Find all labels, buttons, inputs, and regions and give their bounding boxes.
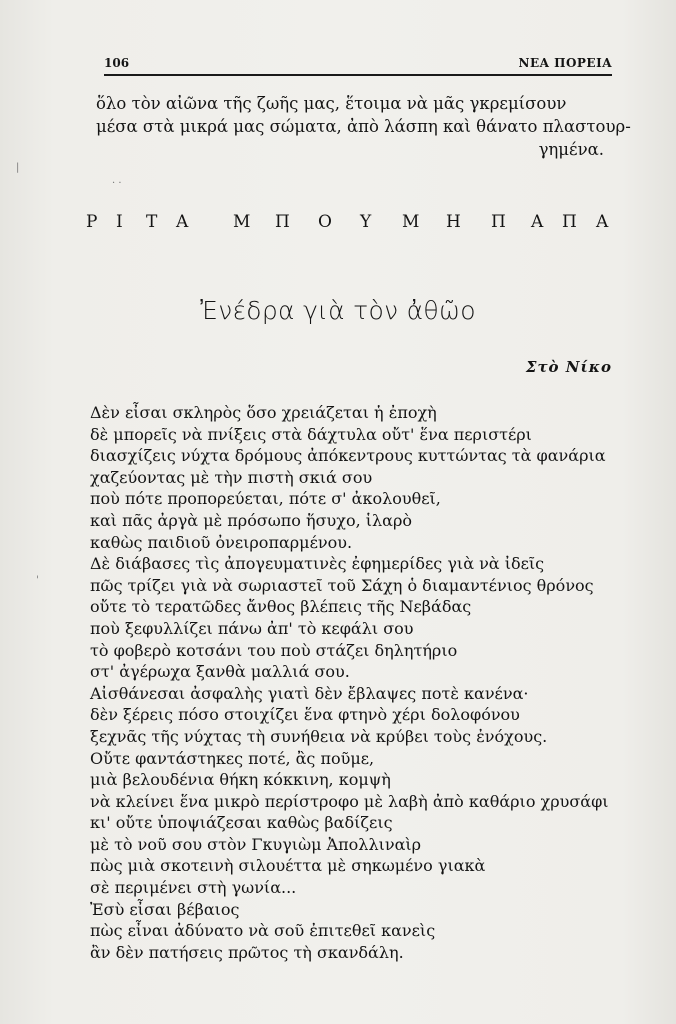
poem-line: στ' ἀγέρωχα ξανθὰ μαλλιά σου. bbox=[90, 662, 350, 682]
poem-title: Ἐνέδρα γιὰ τὸν ἀθῶο bbox=[200, 296, 476, 325]
author-letter: Μ bbox=[233, 212, 251, 232]
running-header bbox=[104, 52, 612, 76]
poem-line: μὲ τὸ νοῦ σου στὸν Γκυγιὼμ Ἀπολλιναὶρ bbox=[90, 834, 422, 854]
poem-line: ποὺ ξεφυλλίζει πάνω ἀπ' τὸ κεφάλι σου bbox=[90, 618, 414, 638]
poem-line: γημένα. bbox=[538, 140, 604, 159]
poem-line: κι' οὔτε ὑποψιάζεσαι καθὼς βαδίζεις bbox=[90, 813, 393, 833]
author-letter: Η bbox=[446, 212, 461, 232]
poem-line: μέσα στὰ μικρά μας σώματα, ἀπὸ λάσπη καὶ θάνατο πλαστουρ- bbox=[96, 117, 631, 136]
poem-line: μιὰ βελουδένια θήκη κόκκινη, κομψὴ bbox=[90, 770, 391, 790]
poem-line: χαζεύοντας μὲ τὴν πιστὴ σκιά σου bbox=[90, 467, 373, 487]
poem-line: διασχίζεις νύχτα δρόμους ἀπόκεντρους κυττώντας τὰ φανάρια bbox=[90, 446, 606, 466]
journal-title: ΝΕΑ ΠΟΡΕΙΑ bbox=[518, 56, 612, 70]
poem-line: Ἐσὺ εἶσαι βέβαιος bbox=[90, 899, 240, 919]
poem-line: νὰ κλείνει ἕνα μικρὸ περίστροφο μὲ λαβὴ ἀπὸ καθάριο χρυσάφι bbox=[90, 791, 609, 811]
author-letter: Μ bbox=[402, 212, 420, 232]
author-letter: Α bbox=[531, 212, 544, 232]
poem-line: Αἰσθάνεσαι ἀσφαλὴς γιατὶ δὲν ἔβλαψες ποτὲ κανένα· bbox=[90, 683, 529, 703]
author-letter: Π bbox=[275, 212, 290, 232]
author-letter: Π bbox=[562, 212, 577, 232]
poem-line: Δὲν εἶσαι σκληρὸς ὅσο χρειάζεται ἡ ἐποχὴ bbox=[90, 403, 437, 422]
poem-line: ὅλο τὸν αἰῶνα τῆς ζωῆς μας, ἕτοιμα νὰ μᾶς γκρεμίσουν bbox=[96, 94, 567, 113]
author-letter: Ι bbox=[116, 212, 123, 232]
poem-line: πὼς μιὰ σκοτεινὴ σιλουέττα μὲ σηκωμένο γιακὰ bbox=[90, 856, 486, 876]
poem-body bbox=[90, 402, 630, 963]
poem-line: δὲν ξέρεις πόσο στοιχίζει ἕνα φτηνὸ χέρι δολοφόνου bbox=[90, 705, 520, 725]
poem-dedication: Στὸ Νίκο bbox=[525, 358, 612, 376]
poem-line: τὸ φοβερὸ κοτσάνι του ποὺ στάζει δηλητήριο bbox=[90, 640, 458, 660]
author-letter: Υ bbox=[360, 212, 372, 232]
print-speck: | bbox=[16, 162, 20, 173]
poem-line: δὲ μπορεῖς νὰ πνίξεις στὰ δάχτυλα οὔτ' ἕνα περιστέρι bbox=[90, 424, 532, 444]
poem-line: ποὺ πότε προπορεύεται, πότε σ' ἀκολουθεῖ, bbox=[90, 489, 441, 509]
author-letter: Π bbox=[491, 212, 506, 232]
author-letter: Α bbox=[176, 212, 189, 232]
print-speck: ' bbox=[36, 575, 39, 586]
poem-line: οὔτε τὸ τερατῶδες ἄνθος βλέπεις τῆς Νεβάδας bbox=[90, 597, 472, 617]
page-number: 106 bbox=[104, 56, 130, 70]
poem-line: ἂν δὲν πατήσεις πρῶτος τὴ σκανδάλη. bbox=[90, 942, 404, 962]
previous-poem-ending bbox=[96, 92, 631, 161]
author-letter: Ο bbox=[318, 212, 332, 232]
poem-line: καθὼς παιδιοῦ ὀνειροπαρμένου. bbox=[90, 532, 353, 552]
author-letter: Τ bbox=[146, 212, 158, 232]
print-speck: · · bbox=[112, 178, 122, 189]
poem-line: Δὲ διάβασες τὶς ἀπογευματινὲς ἐφημερίδες γιὰ νὰ ἰδεῖς bbox=[90, 554, 545, 574]
poem-line: πῶς τρίζει γιὰ νὰ σωριαστεῖ τοῦ Σάχη ὁ διαμαντένιος θρόνος bbox=[90, 575, 594, 595]
author-letter: Α bbox=[596, 212, 609, 232]
poem-line: καὶ πᾶς ἀργὰ μὲ πρόσωπο ἥσυχο, ἱλαρὸ bbox=[90, 510, 413, 530]
poem-line: πὼς εἶναι ἀδύνατο νὰ σοῦ ἐπιτεθεῖ κανεὶς bbox=[90, 921, 436, 941]
author-name bbox=[86, 212, 614, 238]
author-letter: Ρ bbox=[86, 212, 98, 232]
poem-line: ξεχνᾶς τῆς νύχτας τὴ συνήθεια νὰ κρύβει τοὺς ἐνόχους. bbox=[90, 726, 548, 746]
poem-line: Οὔτε φαντάστηκες ποτέ, ἂς ποῦμε, bbox=[90, 748, 375, 768]
poem-line: σὲ περιμένει στὴ γωνία... bbox=[90, 878, 297, 898]
